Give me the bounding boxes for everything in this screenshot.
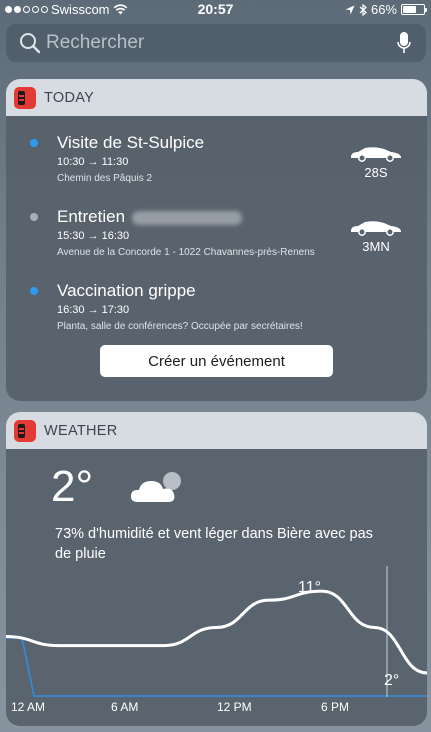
temperature-line	[6, 591, 427, 673]
event-location: Planta, salle de conférences? Occupée par secrétaires!	[57, 321, 303, 332]
low-temperature-label: 2°	[384, 672, 400, 689]
event-title: Vaccination grippe	[57, 281, 196, 300]
today-title: TODAY	[44, 89, 95, 106]
weather-title: WEATHER	[44, 422, 118, 439]
battery-icon	[401, 4, 425, 15]
microphone-icon[interactable]	[390, 31, 418, 55]
weather-app-icon	[14, 420, 36, 442]
location-arrow-icon	[345, 5, 355, 15]
status-time: 20:57	[197, 1, 234, 17]
weather-description: 73% d'humidité et vent léger dans Bière avec pas de pluie	[55, 526, 373, 562]
battery-fill	[403, 6, 416, 13]
event-status-dot	[30, 287, 38, 295]
high-temperature-label: 11°	[298, 579, 322, 596]
hour-label: 12 AM	[11, 700, 46, 714]
calendar-app-icon	[14, 87, 36, 109]
create-event-button[interactable]: Créer un événement	[100, 345, 333, 377]
event-time: 15:30 → 16:30	[57, 230, 130, 242]
weather-widget	[6, 412, 427, 726]
status-bar	[0, 0, 431, 20]
hour-label: 6 AM	[111, 700, 139, 714]
search-icon	[14, 32, 46, 54]
partly-cloudy-night-icon	[128, 468, 192, 506]
event-time: 10:30 → 11:30	[57, 156, 129, 168]
event-time: 16:30 → 17:30	[57, 304, 130, 316]
redacted-text	[132, 211, 242, 225]
bluetooth-icon	[359, 4, 367, 16]
battery-percent: 66%	[370, 2, 397, 17]
carrier-name: Swisscom	[51, 2, 110, 17]
status-right	[345, 2, 425, 17]
event-title: Visite de St-Sulpice	[57, 133, 205, 152]
today-widget	[6, 79, 427, 401]
search-input[interactable]	[46, 32, 390, 54]
event-location: Avenue de la Concorde 1 - 1022 Chavannes-près-Renens	[57, 247, 315, 258]
hour-label: 12 PM	[217, 700, 252, 714]
hour-label: 6 PM	[321, 700, 350, 714]
event-status-dot	[30, 213, 38, 221]
travel-time: 3MN	[362, 239, 390, 254]
current-temperature: 2°	[51, 462, 94, 511]
travel-time: 28S	[364, 165, 388, 180]
temperature-chart	[6, 562, 427, 697]
weather-header[interactable]	[6, 412, 427, 449]
search-bar[interactable]	[6, 24, 426, 62]
today-header[interactable]	[6, 79, 427, 116]
event-title: Entretien	[57, 207, 126, 226]
car-icon	[348, 217, 404, 237]
car-icon	[348, 143, 404, 163]
event-status-dot	[30, 139, 38, 147]
event-location: Chemin des Pâquis 2	[57, 173, 153, 184]
